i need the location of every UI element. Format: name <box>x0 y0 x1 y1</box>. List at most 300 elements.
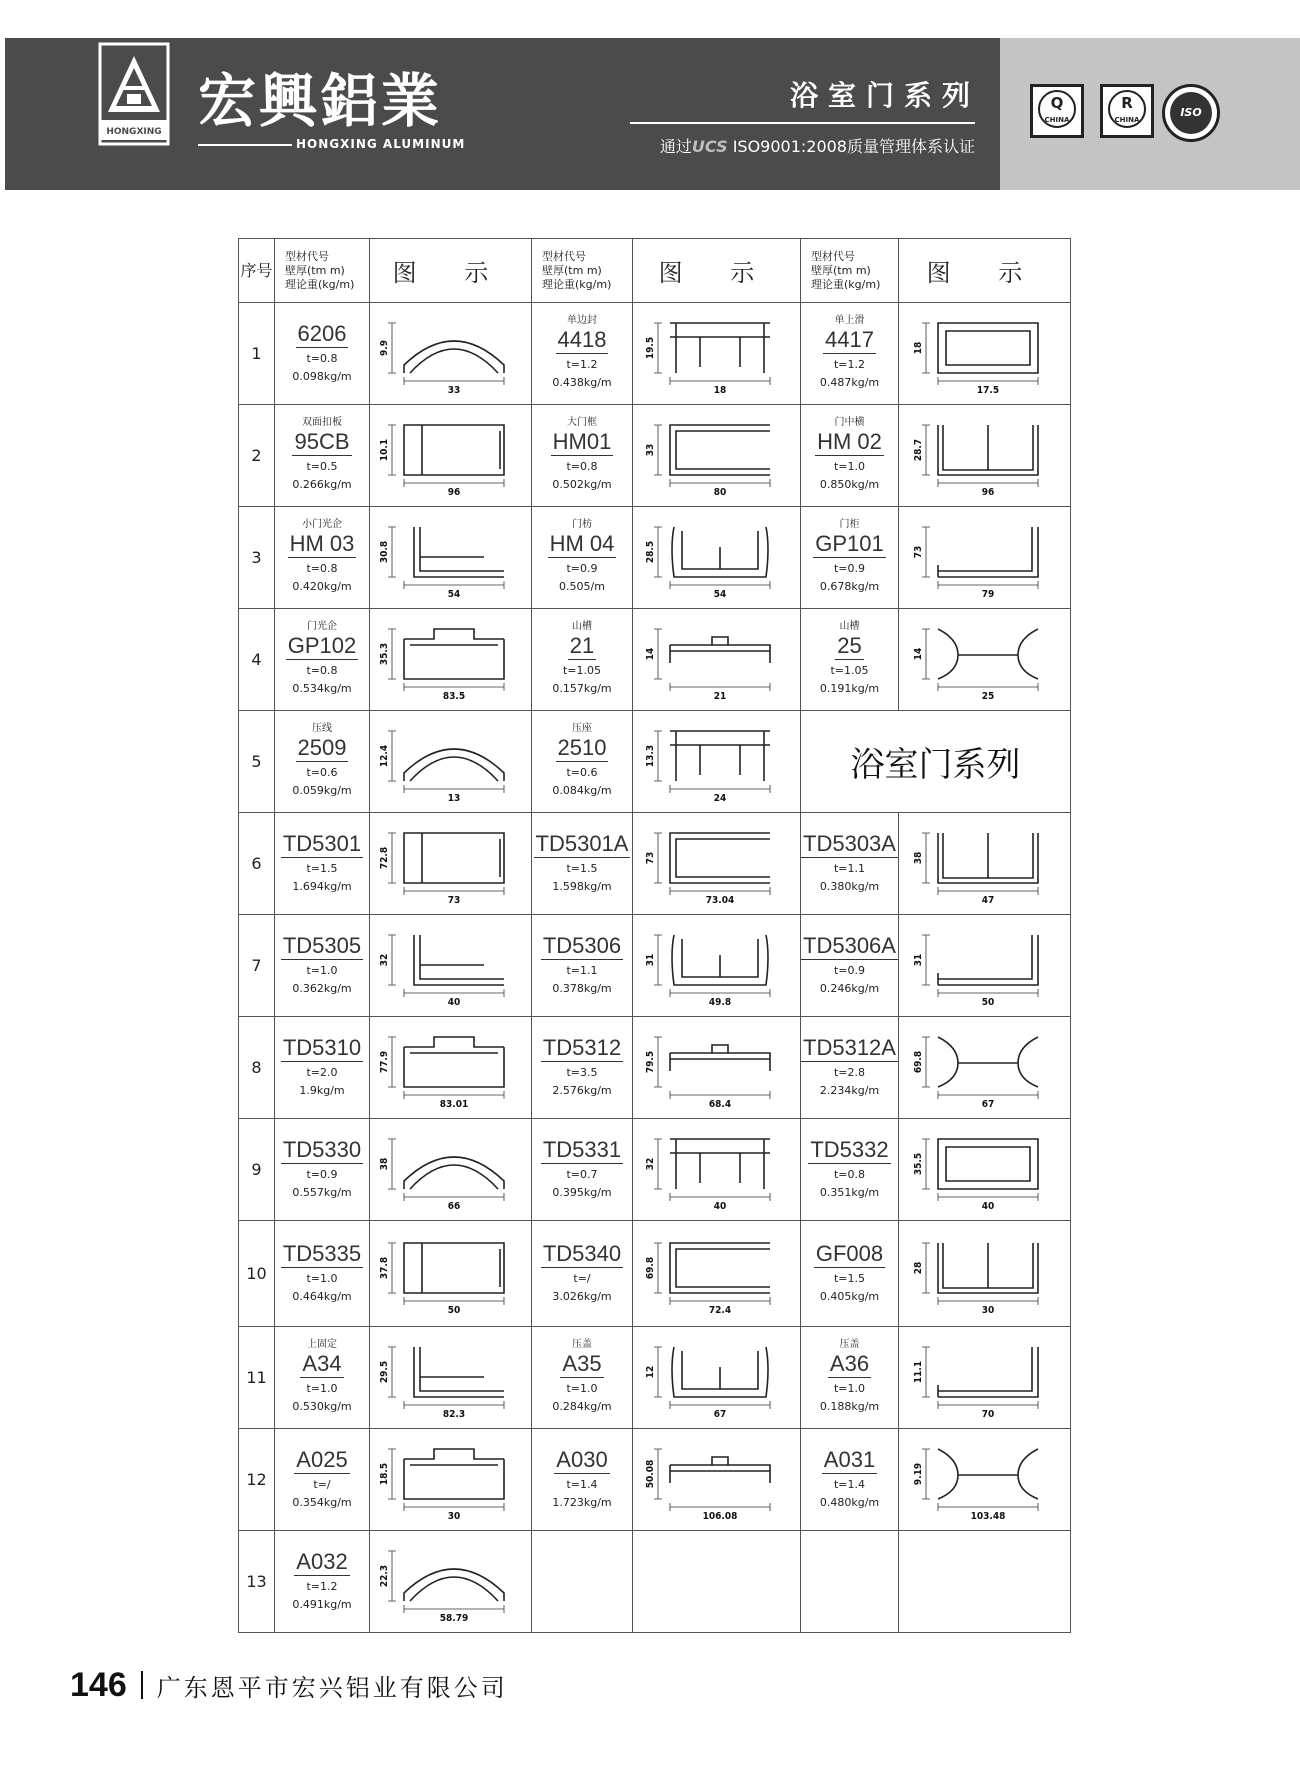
table-row <box>239 1429 1071 1531</box>
wall-thickness: t=1.05 <box>562 664 602 677</box>
badge-letter: R <box>1108 90 1146 128</box>
unit-weight: 0.534kg/m <box>292 682 352 695</box>
unit-weight: 0.351kg/m <box>819 1186 880 1199</box>
unit-weight: 0.246kg/m <box>819 982 880 995</box>
width-dimension: 83.5 <box>442 690 465 702</box>
series-label: 浴室门系列 <box>801 711 1071 813</box>
wall-thickness: t=1.5 <box>833 1272 866 1285</box>
profile-code: TD5301 <box>282 831 362 856</box>
cert-prefix: 通过 <box>659 137 692 156</box>
profile-name: 单边封 <box>567 315 597 326</box>
profile-drawing <box>642 1125 792 1215</box>
width-dimension: 106.08 <box>702 1510 737 1522</box>
unit-weight: 0.084kg/m <box>552 784 612 797</box>
unit-weight: 0.284kg/m <box>552 1400 612 1413</box>
profile-figure <box>633 915 801 1017</box>
profile-figure <box>633 507 801 609</box>
profile-figure <box>370 1119 532 1221</box>
profile-code: A030 <box>556 1447 608 1472</box>
profile-name: 压线 <box>312 723 332 734</box>
unit-weight: 0.157kg/m <box>552 682 612 695</box>
table-row <box>239 507 1071 609</box>
profile-figure <box>633 1429 801 1531</box>
profile-drawing <box>910 1229 1060 1319</box>
profile-code: TD5305 <box>282 933 362 958</box>
profile-info <box>801 813 899 915</box>
wall-thickness: t=0.8 <box>833 1168 866 1181</box>
table-row <box>239 609 1071 711</box>
row-seq: 12 <box>239 1429 275 1531</box>
profile-figure <box>633 1531 801 1633</box>
unit-weight: 0.530kg/m <box>292 1400 352 1413</box>
profile-info <box>801 609 899 711</box>
profile-figure <box>899 1429 1071 1531</box>
profile-figure <box>370 1221 532 1327</box>
profile-info <box>275 1429 370 1531</box>
profile-drawing <box>910 615 1060 705</box>
profile-name: 双面扣板 <box>302 417 342 428</box>
profile-figure <box>899 1119 1071 1221</box>
profile-info <box>801 1221 899 1327</box>
figure-header: 图 示 <box>370 239 532 303</box>
profile-figure <box>899 1327 1071 1429</box>
header-divider <box>630 122 975 124</box>
profile-figure <box>899 915 1071 1017</box>
profile-drawing <box>642 1435 792 1525</box>
width-dimension: 83.01 <box>439 1098 468 1110</box>
profile-name: 门枋 <box>572 519 592 530</box>
company-name: 广东恩平市宏兴铝业有限公司 <box>156 1673 508 1702</box>
height-dimension: 69.8 <box>644 1256 656 1279</box>
wall-thickness: t=1.5 <box>306 862 338 875</box>
profile-info <box>532 507 633 609</box>
profile-figure <box>370 303 532 405</box>
profile-name: 山槽 <box>839 621 860 632</box>
height-dimension: 10.1 <box>378 438 390 461</box>
width-dimension: 68.4 <box>708 1098 731 1110</box>
height-dimension: 31 <box>912 953 924 966</box>
wall-thickness: t=0.8 <box>306 352 338 365</box>
profile-code: TD5312A <box>803 1035 896 1060</box>
profile-drawing <box>642 921 792 1011</box>
profile-code: 4418 <box>557 327 607 352</box>
width-dimension: 58.79 <box>439 1612 468 1624</box>
profile-code: 2510 <box>557 735 607 760</box>
profile-name: 单上滑 <box>834 315 865 326</box>
wall-thickness: t=0.9 <box>566 562 598 575</box>
profile-info <box>801 1327 899 1429</box>
profile-code: TD5332 <box>810 1137 889 1162</box>
row-seq: 11 <box>239 1327 275 1429</box>
profile-figure <box>899 1017 1071 1119</box>
profile-info <box>532 405 633 507</box>
iso-badge <box>1162 84 1220 142</box>
height-dimension: 18.5 <box>378 1462 390 1485</box>
profile-drawing <box>376 309 526 399</box>
height-dimension: 33 <box>644 443 656 456</box>
wall-thickness: t=1.1 <box>566 964 598 977</box>
profile-info <box>532 303 633 405</box>
profile-figure <box>633 813 801 915</box>
profile-drawing <box>642 1023 792 1113</box>
unit-weight: 0.502kg/m <box>552 478 612 491</box>
profile-code: TD5306 <box>542 933 622 958</box>
unit-weight: 0.557kg/m <box>292 1186 352 1199</box>
series-title: 浴室门系列 <box>789 79 980 112</box>
profile-drawing <box>642 1333 792 1423</box>
table-row <box>239 813 1071 915</box>
profile-figure <box>370 1429 532 1531</box>
width-dimension: 80 <box>713 486 726 498</box>
profile-code: GP101 <box>815 531 884 556</box>
profile-drawing <box>376 411 526 501</box>
profile-drawing <box>642 411 792 501</box>
profile-figure <box>633 1327 801 1429</box>
profile-figure <box>633 1221 801 1327</box>
profile-info <box>532 1119 633 1221</box>
height-dimension: 73 <box>912 545 924 558</box>
wall-thickness: t=3.5 <box>566 1066 598 1079</box>
profile-drawing <box>642 615 792 705</box>
height-dimension: 35.3 <box>378 642 390 665</box>
profile-code: A025 <box>296 1447 348 1472</box>
row-seq: 6 <box>239 813 275 915</box>
profile-info <box>801 405 899 507</box>
table-row <box>239 1119 1071 1221</box>
profile-info <box>532 609 633 711</box>
profile-code: TD5301A <box>535 831 629 856</box>
height-dimension: 14 <box>644 647 656 660</box>
wall-thickness: t=1.0 <box>833 460 866 473</box>
unit-weight: 0.420kg/m <box>292 580 352 593</box>
height-dimension: 18 <box>912 341 924 354</box>
figure-header: 图 示 <box>899 239 1071 303</box>
profile-code: GP102 <box>287 633 357 658</box>
profile-info <box>532 1531 633 1633</box>
profile-code: TD5331 <box>542 1137 622 1162</box>
height-dimension: 72.8 <box>378 846 390 869</box>
width-dimension: 70 <box>981 1408 994 1420</box>
profile-code: HM 04 <box>549 531 615 556</box>
height-dimension: 14 <box>912 647 924 660</box>
table-row <box>239 711 1071 813</box>
height-dimension: 29.5 <box>378 1360 390 1383</box>
profile-code: 6206 <box>297 321 347 346</box>
width-dimension: 82.3 <box>442 1408 465 1420</box>
unit-weight: 0.491kg/m <box>292 1598 352 1611</box>
profile-figure <box>370 813 532 915</box>
profile-info <box>801 1531 899 1633</box>
profile-info <box>275 405 370 507</box>
width-dimension: 73 <box>447 894 460 906</box>
profile-figure <box>370 1017 532 1119</box>
width-dimension: 21 <box>713 690 726 702</box>
table-row <box>239 1531 1071 1633</box>
profile-info <box>801 915 899 1017</box>
profile-figure <box>899 405 1071 507</box>
profile-info <box>801 1119 899 1221</box>
wall-thickness: t=0.8 <box>306 562 338 575</box>
unit-weight: 0.480kg/m <box>819 1496 880 1509</box>
profile-figure <box>899 609 1071 711</box>
profile-drawing <box>910 411 1060 501</box>
profile-drawing <box>642 309 792 399</box>
height-dimension: 11.1 <box>912 1360 924 1383</box>
profile-info <box>275 1119 370 1221</box>
profile-code: 25 <box>837 633 862 658</box>
row-seq: 2 <box>239 405 275 507</box>
unit-weight: 0.438kg/m <box>552 376 612 389</box>
row-seq: 13 <box>239 1531 275 1633</box>
width-dimension: 96 <box>447 486 460 498</box>
width-dimension: 17.5 <box>976 384 999 396</box>
width-dimension: 72.4 <box>708 1304 731 1316</box>
height-dimension: 73 <box>644 851 656 864</box>
width-dimension: 50 <box>447 1304 460 1316</box>
figure-header: 图 示 <box>633 239 801 303</box>
row-seq: 10 <box>239 1221 275 1327</box>
width-dimension: 54 <box>713 588 726 600</box>
wall-thickness: t=0.9 <box>833 562 866 575</box>
profile-drawing <box>376 819 526 909</box>
unit-weight: 0.191kg/m <box>819 682 880 695</box>
profile-code: 2509 <box>297 735 347 760</box>
profile-figure <box>370 405 532 507</box>
unit-weight: 0.266kg/m <box>292 478 352 491</box>
profile-figure <box>899 813 1071 915</box>
unit-weight: 0.362kg/m <box>292 982 352 995</box>
profile-drawing <box>376 921 526 1011</box>
profile-code: TD5312 <box>542 1035 622 1060</box>
wall-thickness: t=0.8 <box>566 460 598 473</box>
wall-thickness: t=/ <box>573 1272 591 1285</box>
unit-weight: 0.098kg/m <box>292 370 352 383</box>
badge-caption: CHINA <box>1114 116 1140 124</box>
height-dimension: 28 <box>912 1261 924 1274</box>
profile-drawing <box>376 1229 526 1319</box>
height-dimension: 50.08 <box>644 1459 656 1488</box>
seq-header: 序号 <box>239 239 275 303</box>
width-dimension: 73.04 <box>705 894 734 906</box>
row-seq: 1 <box>239 303 275 405</box>
wall-thickness: t=0.9 <box>833 964 866 977</box>
profile-drawing <box>910 921 1060 1011</box>
profile-drawing <box>642 717 792 807</box>
width-dimension: 103.48 <box>970 1510 1005 1522</box>
profile-code: A34 <box>302 1351 342 1376</box>
profile-figure <box>370 711 532 813</box>
width-dimension: 79 <box>981 588 994 600</box>
info-header: 型材代号 壁厚(tm m) 理论重(kg/m) <box>275 239 370 303</box>
profile-figure <box>899 303 1071 405</box>
wall-thickness: t=1.2 <box>833 358 866 371</box>
unit-weight: 0.678kg/m <box>819 580 880 593</box>
table-row <box>239 915 1071 1017</box>
profile-name: 上固定 <box>307 1339 337 1350</box>
profile-info <box>801 1429 899 1531</box>
profile-catalog-table <box>238 238 1071 1633</box>
profile-info <box>801 507 899 609</box>
profile-figure <box>370 1531 532 1633</box>
profile-info <box>532 1429 633 1531</box>
row-seq: 3 <box>239 507 275 609</box>
unit-weight: 2.576kg/m <box>552 1084 612 1097</box>
row-seq: 9 <box>239 1119 275 1221</box>
profile-info <box>532 813 633 915</box>
profile-figure <box>633 711 801 813</box>
profile-info <box>532 1221 633 1327</box>
wall-thickness: t=2.8 <box>833 1066 866 1079</box>
profile-code: 95CB <box>294 429 350 454</box>
profile-figure <box>633 1017 801 1119</box>
profile-name: 压盖 <box>839 1339 860 1350</box>
wall-thickness: t=1.0 <box>566 1382 598 1395</box>
width-dimension: 40 <box>447 996 460 1008</box>
unit-weight: 1.9kg/m <box>299 1084 345 1097</box>
height-dimension: 22.3 <box>378 1564 390 1587</box>
profile-info <box>532 1017 633 1119</box>
profile-info <box>275 507 370 609</box>
profile-figure <box>899 507 1071 609</box>
wall-thickness: t=0.6 <box>306 766 338 779</box>
wall-thickness: t=1.0 <box>306 1272 338 1285</box>
width-dimension: 49.8 <box>708 996 731 1008</box>
profile-figure <box>633 1119 801 1221</box>
company-logo <box>98 42 170 146</box>
wall-thickness: t=1.05 <box>830 664 869 677</box>
profile-drawing <box>642 513 792 603</box>
profile-code: TD5330 <box>282 1137 362 1162</box>
profile-info <box>275 303 370 405</box>
table-row <box>239 1017 1071 1119</box>
wall-thickness: t=1.1 <box>833 862 866 875</box>
wall-thickness: t=1.5 <box>566 862 598 875</box>
wall-thickness: t=1.2 <box>306 1580 338 1593</box>
info-header: 型材代号 壁厚(tm m) 理论重(kg/m) <box>801 239 899 303</box>
wall-thickness: t=0.9 <box>306 1168 338 1181</box>
width-dimension: 67 <box>713 1408 726 1420</box>
page-footer <box>70 1665 508 1705</box>
profile-figure <box>370 915 532 1017</box>
profile-drawing <box>910 1435 1060 1525</box>
height-dimension: 69.8 <box>912 1050 924 1073</box>
profile-drawing <box>642 819 792 909</box>
profile-info <box>532 711 633 813</box>
wall-thickness: t=/ <box>313 1478 331 1491</box>
width-dimension: 33 <box>447 384 460 396</box>
row-seq: 8 <box>239 1017 275 1119</box>
height-dimension: 37.8 <box>378 1256 390 1279</box>
table-row <box>239 1327 1071 1429</box>
profile-figure <box>633 609 801 711</box>
profile-drawing <box>642 1229 792 1319</box>
width-dimension: 30 <box>981 1304 994 1316</box>
table-header-row <box>239 239 1071 303</box>
badge-letter: Q <box>1038 90 1076 128</box>
width-dimension: 30 <box>447 1510 460 1522</box>
profile-code: TD5306A <box>803 933 896 958</box>
profile-info <box>801 1017 899 1119</box>
cert-rest: ISO9001:2008质量管理体系认证 <box>732 137 975 156</box>
profile-name: 山槽 <box>572 621 592 632</box>
profile-name: 压座 <box>572 723 592 734</box>
profile-info <box>275 813 370 915</box>
width-dimension: 50 <box>981 996 994 1008</box>
profile-drawing <box>376 513 526 603</box>
profile-drawing <box>376 1333 526 1423</box>
unit-weight: 0.505/m <box>559 580 605 593</box>
table-row <box>239 1221 1071 1327</box>
table-row <box>239 303 1071 405</box>
wall-thickness: t=0.5 <box>306 460 338 473</box>
wall-thickness: t=1.0 <box>833 1382 866 1395</box>
height-dimension: 28.7 <box>912 438 924 461</box>
profile-figure <box>633 405 801 507</box>
profile-code: TD5310 <box>282 1035 362 1060</box>
profile-info <box>275 1531 370 1633</box>
profile-figure <box>370 507 532 609</box>
height-dimension: 38 <box>378 1157 390 1170</box>
profile-name: 压盖 <box>572 1339 592 1350</box>
profile-figure <box>899 1531 1071 1633</box>
unit-weight: 3.026kg/m <box>552 1290 612 1303</box>
profile-drawing <box>910 309 1060 399</box>
width-dimension: 54 <box>447 588 460 600</box>
row-seq: 4 <box>239 609 275 711</box>
profile-code: TD5303A <box>803 831 896 856</box>
row-seq: 5 <box>239 711 275 813</box>
profile-code: 4417 <box>825 327 874 352</box>
unit-weight: 0.354kg/m <box>292 1496 352 1509</box>
unit-weight: 2.234kg/m <box>819 1084 880 1097</box>
unit-weight: 1.694kg/m <box>292 880 352 893</box>
unit-weight: 0.487kg/m <box>819 376 880 389</box>
wall-thickness: t=1.2 <box>566 358 598 371</box>
profile-name: 门光企 <box>307 621 337 632</box>
profile-code: A031 <box>823 1447 876 1472</box>
unit-weight: 1.723kg/m <box>552 1496 612 1509</box>
wall-thickness: t=0.7 <box>566 1168 598 1181</box>
width-dimension: 67 <box>981 1098 994 1110</box>
q-china-badge <box>1030 84 1084 138</box>
wall-thickness: t=1.0 <box>306 1382 338 1395</box>
profile-info <box>532 915 633 1017</box>
wall-thickness: t=1.4 <box>833 1478 866 1491</box>
wall-thickness: t=2.0 <box>306 1066 338 1079</box>
height-dimension: 12 <box>644 1365 656 1378</box>
profile-drawing <box>910 513 1060 603</box>
profile-code: A36 <box>829 1351 870 1376</box>
profile-figure <box>370 1327 532 1429</box>
profile-figure <box>370 609 532 711</box>
height-dimension: 32 <box>644 1157 656 1170</box>
unit-weight: 0.464kg/m <box>292 1290 352 1303</box>
unit-weight: 0.380kg/m <box>819 880 880 893</box>
profile-info <box>801 303 899 405</box>
height-dimension: 12.4 <box>378 744 390 767</box>
profile-name: 小门光企 <box>302 519 342 530</box>
height-dimension: 79.5 <box>644 1050 656 1073</box>
height-dimension: 19.5 <box>644 336 656 359</box>
badge-caption: CHINA <box>1044 116 1070 124</box>
profile-code: HM 03 <box>289 531 355 556</box>
height-dimension: 35.5 <box>912 1152 924 1175</box>
profile-code: TD5340 <box>542 1241 622 1266</box>
profile-info <box>275 1017 370 1119</box>
width-dimension: 18 <box>713 384 726 396</box>
unit-weight: 1.598kg/m <box>552 880 612 893</box>
height-dimension: 13.3 <box>644 744 656 767</box>
